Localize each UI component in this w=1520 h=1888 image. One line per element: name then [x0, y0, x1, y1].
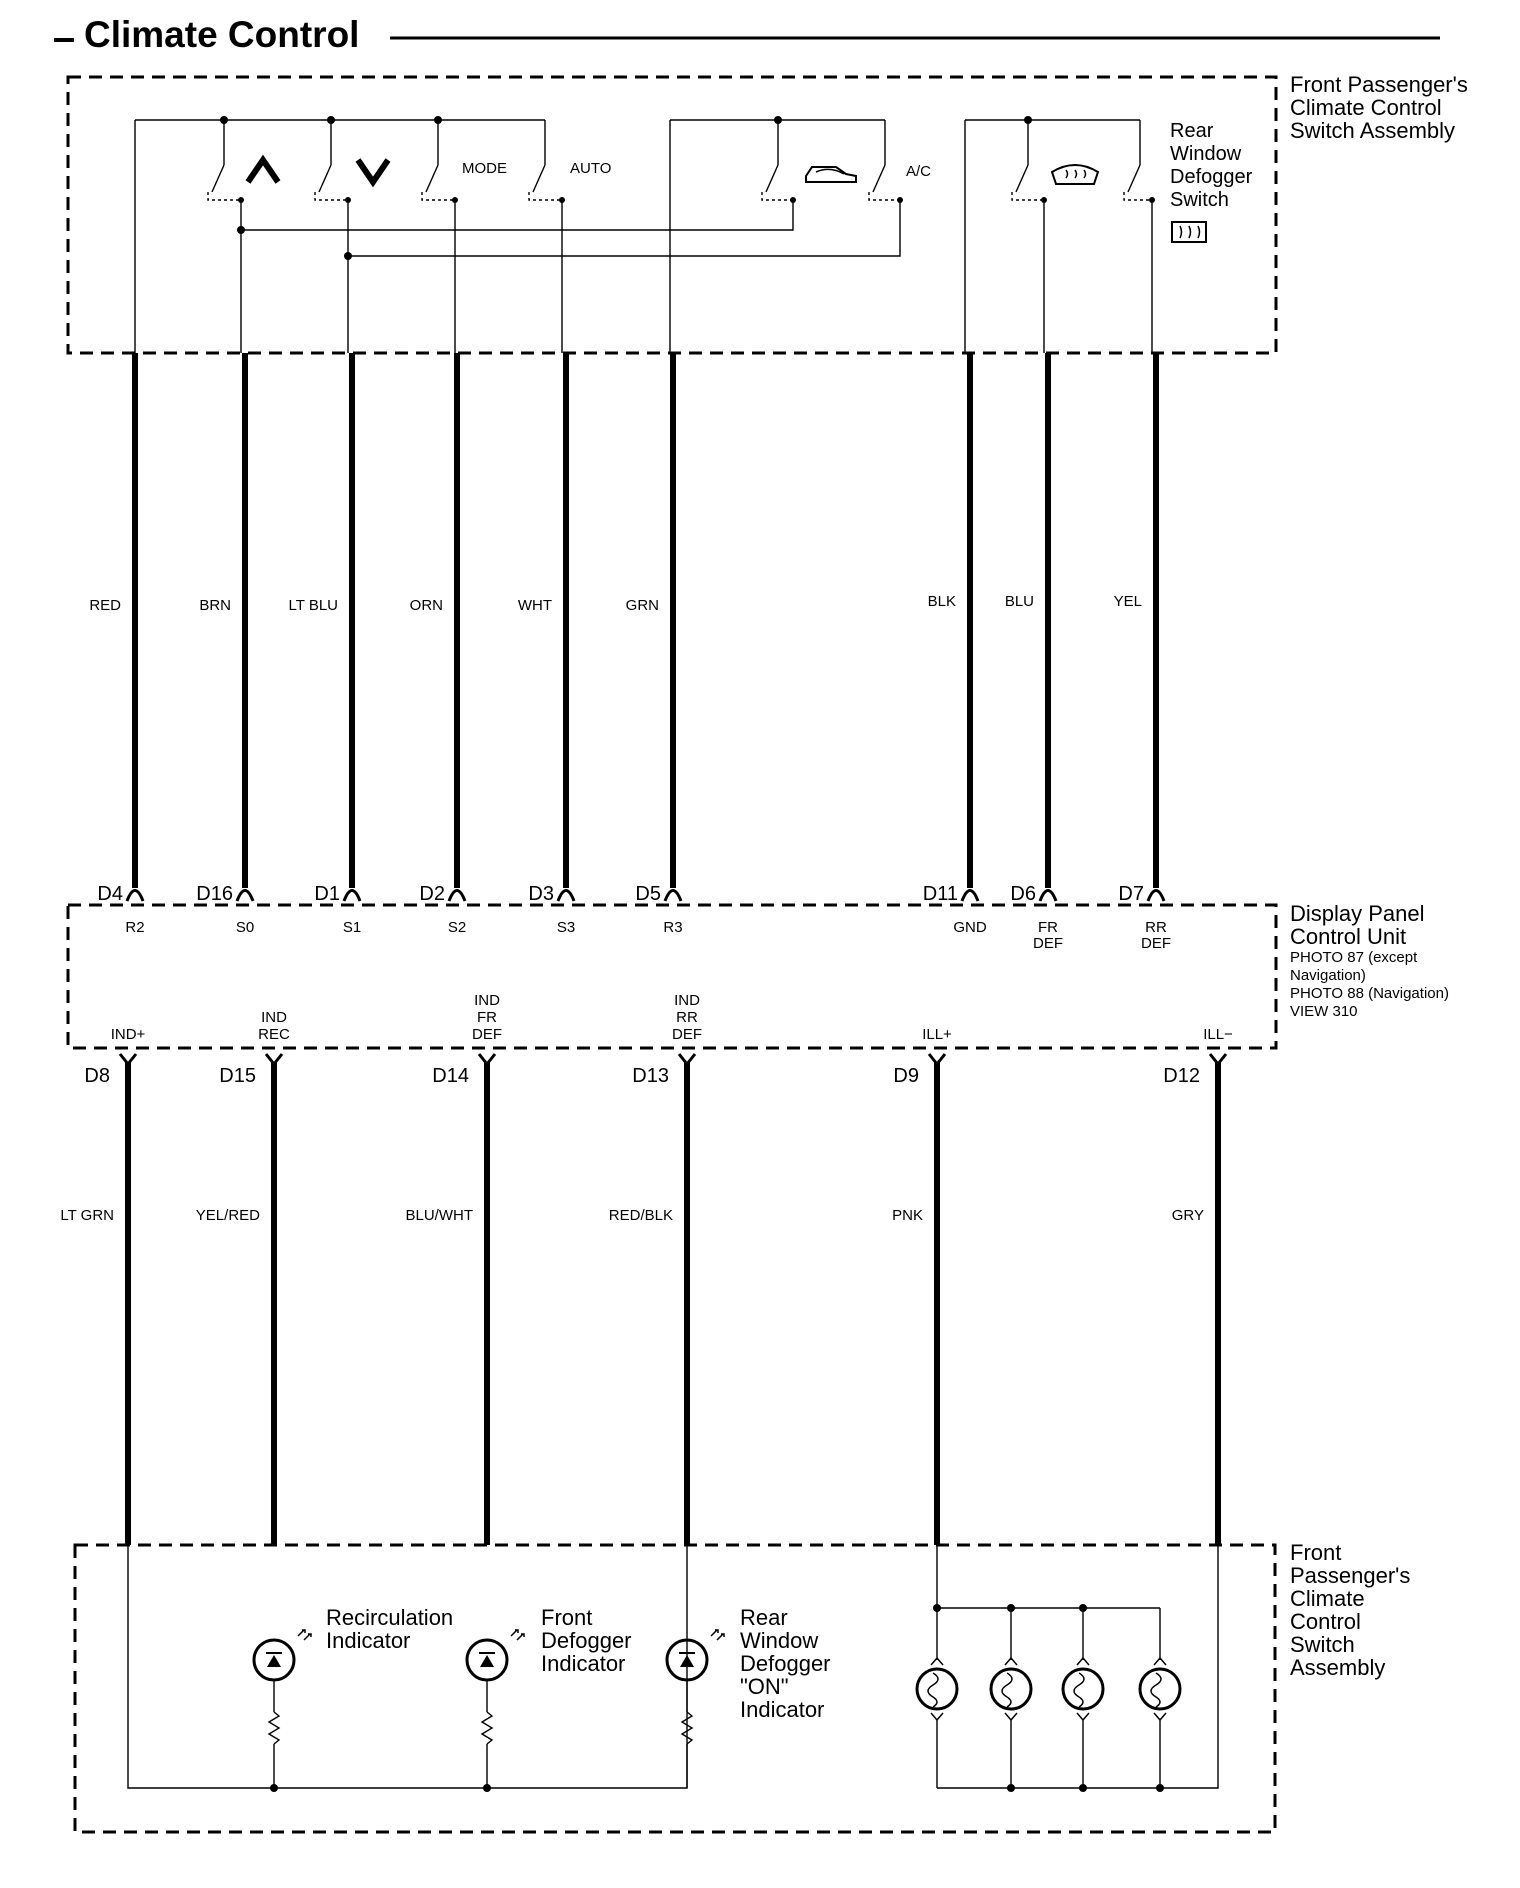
- pin-label: D13: [632, 1065, 669, 1087]
- connector-pin-icon: [679, 1054, 695, 1064]
- svg-text:Indicator: Indicator: [740, 1697, 825, 1722]
- bulb-icon: [1063, 1608, 1103, 1788]
- wire-color-label: RED/BLK: [608, 1207, 673, 1224]
- display-unit-label: [1290, 901, 1449, 1020]
- terminal-label: DEF: [672, 1026, 702, 1043]
- upper-wire-d6: [1005, 353, 1063, 952]
- resistor-icon: [482, 1680, 492, 1788]
- connector-socket-icon: [665, 891, 681, 902]
- terminal-label: R2: [125, 919, 145, 936]
- terminal-label: GND: [953, 919, 987, 936]
- bottom-switch-assembly-box: [75, 1545, 1275, 1832]
- svg-text:Window: Window: [1170, 143, 1242, 165]
- front-defroster-icon: [1052, 165, 1098, 184]
- lower-wire-harness: [60, 992, 1233, 1545]
- top-switch-assembly-box: [68, 77, 1276, 353]
- wire-color-label: GRY: [1171, 1207, 1204, 1224]
- top-assembly-label: [1290, 72, 1468, 143]
- svg-text:Front: Front: [1290, 1540, 1342, 1565]
- terminal-label: ILL−: [1203, 1026, 1233, 1043]
- illumination-bulbs: [917, 1608, 1180, 1788]
- top-right-switch-wiring: [965, 116, 1155, 353]
- terminal-label: RR: [676, 1009, 698, 1026]
- connector-socket-icon: [127, 891, 143, 902]
- terminal-label: REC: [258, 1026, 290, 1043]
- pin-label: D7: [1118, 883, 1144, 905]
- connector-pin-icon: [120, 1054, 136, 1064]
- pin-label: D4: [97, 883, 123, 905]
- illumination-bulb-circuit: [933, 1545, 1218, 1792]
- terminal-label: S3: [556, 919, 576, 936]
- svg-text:Switch Assembly: Switch Assembly: [1290, 118, 1456, 143]
- wire-color-label: PNK: [892, 1207, 923, 1224]
- rear-defogger-switch-label: [1170, 120, 1253, 211]
- terminal-label: S0: [235, 919, 255, 936]
- svg-text:Passenger's: Passenger's: [1290, 1563, 1411, 1588]
- recirculation-indicator-label: [326, 1605, 453, 1653]
- connector-socket-icon: [558, 891, 574, 902]
- lower-wire-d15: [196, 1009, 290, 1545]
- wire-color-label: LT GRN: [60, 1207, 114, 1224]
- bulb-icon: [917, 1608, 957, 1788]
- wire-color-label: LT BLU: [288, 597, 338, 614]
- top-middle-switch-wiring: [670, 116, 903, 353]
- terminal-label: S2: [447, 919, 467, 936]
- svg-text:"ON": "ON": [740, 1674, 789, 1699]
- mode-switch-label: MODE: [462, 160, 507, 177]
- svg-text:Climate Control: Climate Control: [1290, 95, 1442, 120]
- wire-color-label: ORN: [409, 597, 443, 614]
- connector-socket-icon: [962, 891, 978, 902]
- recirculation-car-icon: [806, 167, 856, 182]
- connector-socket-icon: [449, 891, 465, 902]
- pin-label: D15: [219, 1065, 256, 1087]
- temp-up-icon: [248, 160, 278, 182]
- svg-text:Defogger: Defogger: [541, 1628, 632, 1653]
- svg-text:Assembly: Assembly: [1290, 1655, 1386, 1680]
- wire-color-label: BLK: [927, 593, 956, 610]
- connector-pin-icon: [1210, 1054, 1226, 1064]
- upper-wire-d4: [89, 353, 144, 936]
- terminal-label: FR: [1038, 919, 1058, 936]
- terminal-label: FR: [477, 1009, 497, 1026]
- svg-text:Indicator: Indicator: [541, 1651, 626, 1676]
- rear-defogger-indicator-label: [740, 1605, 831, 1722]
- resistor-icon: [269, 1680, 279, 1788]
- svg-text:Switch: Switch: [1290, 1632, 1355, 1657]
- terminal-label: DEF: [1141, 935, 1171, 952]
- connector-socket-icon: [344, 891, 360, 902]
- wire-color-label: WHT: [517, 597, 552, 614]
- terminal-label: IND: [674, 992, 700, 1009]
- svg-text:Indicator: Indicator: [326, 1628, 411, 1653]
- lower-wire-d9: [892, 1026, 952, 1545]
- upper-wire-d7: [1114, 353, 1171, 952]
- pin-label: D8: [84, 1065, 110, 1087]
- led-indicator-icon: [254, 1630, 311, 1680]
- lower-wire-d8: [60, 1026, 145, 1545]
- svg-text:Front Passenger's: Front Passenger's: [1290, 72, 1468, 97]
- svg-text:Rear: Rear: [740, 1605, 788, 1630]
- svg-text:PHOTO 88 (Navigation): PHOTO 88 (Navigation): [1290, 985, 1449, 1002]
- pin-label: D16: [196, 883, 233, 905]
- wire-color-label: BLU/WHT: [405, 1207, 473, 1224]
- front-defogger-indicator-label: [541, 1605, 632, 1676]
- terminal-label: DEF: [472, 1026, 502, 1043]
- bottom-assembly-label: [1290, 1540, 1410, 1680]
- svg-text:Climate: Climate: [1290, 1586, 1365, 1611]
- svg-text:PHOTO 87 (except: PHOTO 87 (except: [1290, 949, 1418, 966]
- pin-label: D14: [432, 1065, 469, 1087]
- svg-text:Control: Control: [1290, 1609, 1361, 1634]
- pin-label: D11: [922, 883, 958, 905]
- connector-socket-icon: [1040, 891, 1056, 902]
- led-indicator-icon: [667, 1630, 724, 1680]
- pin-label: D12: [1163, 1065, 1200, 1087]
- indicator-leds: [254, 1630, 724, 1788]
- led-indicator-icon: [467, 1630, 524, 1680]
- pin-label: D3: [528, 883, 554, 905]
- connector-pin-icon: [479, 1054, 495, 1064]
- svg-text:Control Unit: Control Unit: [1290, 924, 1407, 949]
- terminal-label: S1: [342, 919, 362, 936]
- bulb-icon: [1140, 1608, 1180, 1788]
- wire-color-label: RED: [89, 597, 121, 614]
- top-left-switch-wiring: [135, 116, 900, 353]
- wire-color-label: YEL: [1113, 593, 1142, 610]
- pin-label: D9: [893, 1065, 919, 1087]
- terminal-label: IND: [261, 1009, 287, 1026]
- svg-text:Defogger: Defogger: [740, 1651, 831, 1676]
- connector-socket-icon: [237, 891, 253, 902]
- connector-pin-icon: [929, 1054, 945, 1064]
- terminal-label: IND: [474, 992, 500, 1009]
- terminal-label: RR: [1145, 919, 1167, 936]
- temp-down-icon: [358, 160, 388, 182]
- terminal-label: R3: [663, 919, 683, 936]
- rear-defroster-icon: [1172, 222, 1206, 242]
- pin-label: D1: [314, 883, 340, 905]
- upper-wire-harness: [89, 353, 1171, 952]
- svg-text:Window: Window: [740, 1628, 819, 1653]
- auto-switch-label: AUTO: [570, 160, 612, 177]
- wire-color-label: BLU: [1004, 593, 1034, 610]
- pin-label: D2: [419, 883, 445, 905]
- pin-label: D5: [635, 883, 661, 905]
- lower-wire-d14: [406, 992, 503, 1545]
- lower-wire-d12: [1163, 1026, 1233, 1545]
- svg-text:Front: Front: [541, 1605, 593, 1630]
- terminal-label: DEF: [1033, 935, 1063, 952]
- svg-text:Switch: Switch: [1170, 189, 1229, 211]
- connector-pin-icon: [266, 1054, 282, 1064]
- terminal-label: ILL+: [922, 1026, 952, 1043]
- wire-color-label: BRN: [199, 597, 231, 614]
- upper-wire-d2: [410, 353, 467, 936]
- upper-wire-d11: [923, 353, 987, 936]
- wire-color-label: GRN: [625, 597, 659, 614]
- upper-wire-d5: [626, 353, 683, 936]
- upper-wire-d16: [196, 353, 254, 936]
- lower-wire-d13: [609, 992, 702, 1545]
- svg-text:Recirculation: Recirculation: [326, 1605, 454, 1630]
- terminal-label: IND+: [110, 1026, 146, 1043]
- svg-text:Rear: Rear: [1170, 120, 1214, 142]
- upper-wire-d1: [289, 353, 362, 936]
- wire-color-label: YEL/RED: [195, 1207, 260, 1224]
- ac-switch-label: A/C: [906, 163, 932, 180]
- page-title: Climate Control: [84, 14, 360, 55]
- svg-text:Defogger: Defogger: [1170, 166, 1253, 188]
- pin-label: D6: [1010, 883, 1036, 905]
- upper-wire-d3: [518, 353, 575, 936]
- bulb-icon: [991, 1608, 1031, 1788]
- svg-text:Display Panel: Display Panel: [1290, 901, 1425, 926]
- svg-text:Navigation): Navigation): [1290, 967, 1366, 984]
- svg-text:VIEW 310: VIEW 310: [1290, 1003, 1358, 1020]
- connector-socket-icon: [1148, 891, 1164, 902]
